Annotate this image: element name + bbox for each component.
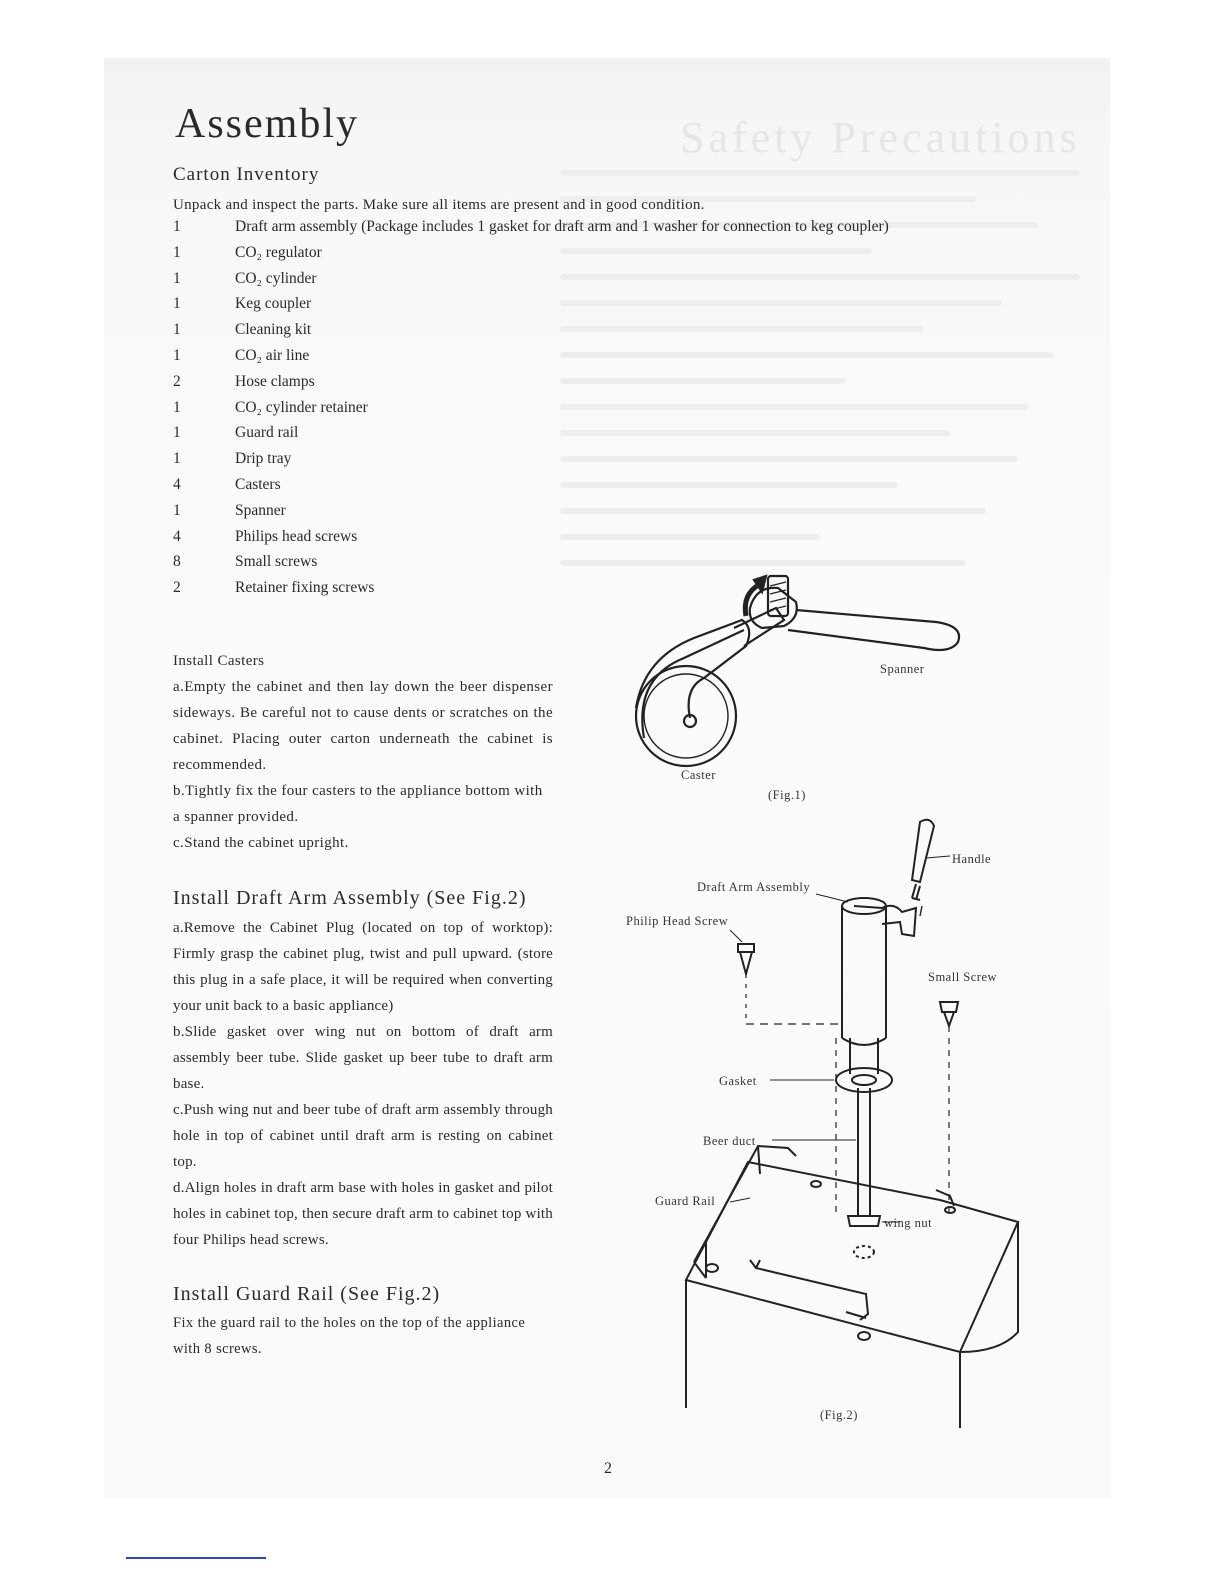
fig2-label-small-screw: Small Screw — [928, 970, 998, 984]
item-name: Drip tray — [235, 450, 292, 468]
list-item — [173, 399, 889, 425]
item-qty: 4 — [173, 527, 181, 545]
page-number: 2 — [604, 1460, 612, 1477]
item-name: CO₂ air line — [235, 346, 310, 364]
item-qty: 2 — [173, 579, 181, 597]
list-item — [173, 450, 889, 476]
draft-arm-heading: Install Draft Arm Assembly (See Fig.2) — [173, 887, 527, 909]
item-name: Keg coupler — [235, 295, 312, 313]
fig2-label-guard-rail: Guard Rail — [655, 1194, 716, 1208]
item-name: Hose clamps — [235, 372, 315, 390]
list-item — [173, 347, 889, 373]
list-item — [173, 295, 889, 321]
inventory-list — [173, 218, 889, 605]
list-item — [173, 424, 889, 450]
list-item — [173, 476, 889, 502]
step-text: a.Remove the Cabinet Plug (located on top of worktop): Firmly grasp the cabinet plug, twist and pull upward. (store this plug in a safe place, it will be required when converting your unit back to a basic appliance) — [173, 920, 553, 1014]
item-name: Spanner — [235, 501, 286, 519]
item-name: Small screws — [235, 553, 318, 571]
item-name: Retainer fixing screws — [235, 579, 375, 597]
guard-rail-heading: Install Guard Rail (See Fig.2) — [173, 1283, 441, 1305]
install-casters-section — [173, 648, 553, 856]
bleed-through-heading: Safety Precautions — [680, 113, 1081, 162]
fig1-label-spanner: Spanner — [880, 662, 925, 676]
list-item — [173, 321, 889, 347]
item-name: Casters — [235, 475, 281, 493]
fig2-label-wing-nut: wing nut — [884, 1216, 933, 1230]
list-item — [173, 244, 889, 270]
list-item — [173, 270, 889, 296]
step-text: c.Stand the cabinet upright. — [173, 835, 349, 851]
install-draft-arm-section — [173, 915, 553, 1253]
item-name: Philips head screws — [235, 527, 358, 545]
item-qty: 2 — [173, 372, 181, 390]
guard-rail-text: Fix the guard rail to the holes on the top of the appliance with 8 screws. — [173, 1315, 526, 1357]
item-name: CO₂ cylinder retainer — [235, 398, 368, 416]
section-heading: Install Casters — [173, 653, 265, 669]
item-name: Guard rail — [235, 424, 299, 442]
fig2-draft-arm-diagram — [620, 812, 1040, 1432]
item-name: Draft arm assembly (Package includes 1 gasket for draft arm and 1 washer for connection to keg coupler) — [235, 218, 889, 235]
item-qty: 1 — [173, 218, 181, 235]
list-item — [173, 373, 889, 399]
item-qty: 1 — [173, 346, 181, 364]
step-text: b.Slide gasket over wing nut on bottom of draft arm assembly beer tube. Slide gasket up beer tube to draft arm base. — [173, 1024, 553, 1092]
item-qty: 1 — [173, 398, 181, 416]
item-name: CO₂ regulator — [235, 243, 322, 261]
page-title: Assembly — [175, 101, 359, 147]
item-qty: 1 — [173, 321, 181, 339]
item-name: Cleaning kit — [235, 321, 312, 339]
item-qty: 1 — [173, 501, 181, 519]
item-qty: 1 — [173, 269, 181, 287]
list-item — [173, 502, 889, 528]
item-qty: 1 — [173, 243, 181, 261]
bottom-divider — [126, 1557, 266, 1559]
carton-intro: Unpack and inspect the parts. Make sure all items are present and in good condition. — [173, 197, 705, 213]
fig1-caption: (Fig.1) — [768, 788, 806, 802]
fig2-caption: (Fig.2) — [820, 1408, 858, 1422]
list-item — [173, 218, 889, 244]
step-text: a.Empty the cabinet and then lay down the beer dispenser sideways. Be careful not to cause dents or scratches on the cabinet. Placing outer carton underneath the cabinet is recommended. — [173, 679, 553, 773]
fig2-label-handle: Handle — [952, 852, 992, 866]
item-qty: 8 — [173, 553, 181, 571]
list-item — [173, 528, 889, 554]
item-qty: 1 — [173, 295, 181, 313]
fig2-label-philip-screw: Philip Head Screw — [626, 914, 729, 928]
item-qty: 4 — [173, 475, 181, 493]
fig2-label-draft-arm: Draft Arm Assembly — [697, 880, 811, 894]
step-text: d.Align holes in draft arm base with holes in gasket and pilot holes in cabinet top, then secure draft arm to cabinet top with four Philips head screws. — [173, 1180, 553, 1248]
step-text: c.Push wing nut and beer tube of draft arm assembly through hole in top of cabinet until draft arm is resting on cabinet top. — [173, 1102, 553, 1170]
fig1-label-caster: Caster — [681, 768, 716, 782]
item-name: CO₂ cylinder — [235, 269, 317, 287]
item-qty: 1 — [173, 424, 181, 442]
step-text: b.Tightly fix the four casters to the appliance bottom with a spanner provided. — [173, 783, 543, 825]
item-qty: 1 — [173, 450, 181, 468]
carton-inventory-heading: Carton Inventory — [173, 164, 320, 185]
fig2-label-beer-duct: Beer duct — [703, 1134, 756, 1148]
fig2-label-gasket: Gasket — [719, 1074, 757, 1088]
